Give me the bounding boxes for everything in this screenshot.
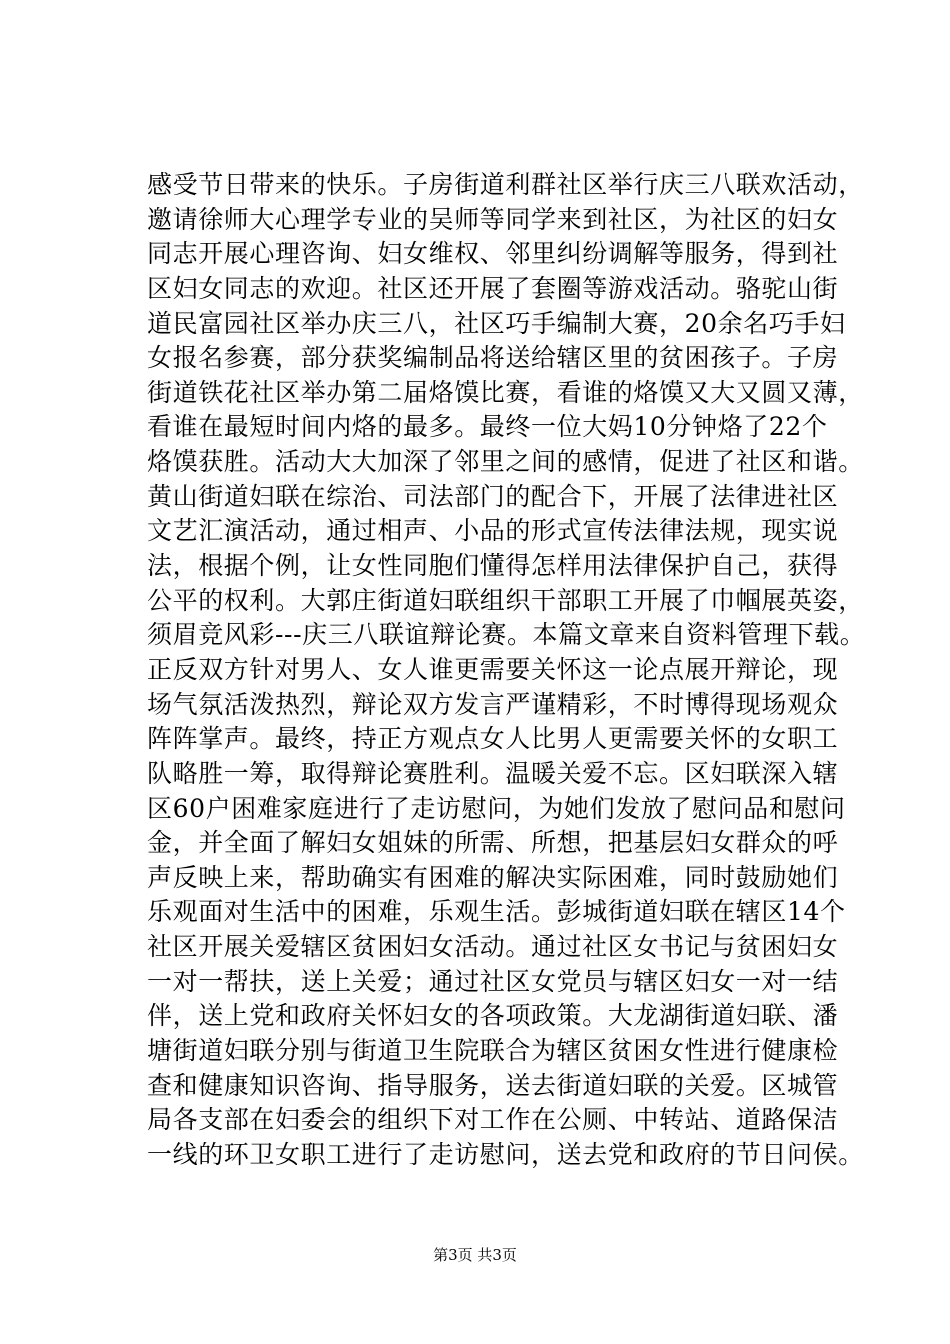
- text-line: 同志开展心理咨询、妇女维权、邻里纠纷调解等服务，得到社: [147, 239, 839, 269]
- text-line: 黄山街道妇联在综治、司法部门的配合下，开展了法律进社区: [147, 481, 839, 511]
- text-line: 须眉竞风彩---庆三八联谊辩论赛。本篇文章来自资料管理下载。: [147, 620, 866, 650]
- text-line: 公平的权利。大郭庄街道妇联组织干部职工开展了巾帼展英姿，: [147, 585, 864, 615]
- text-line: 伴，送上党和政府关怀妇女的各项政策。大龙湖街道妇联、潘: [147, 1001, 839, 1031]
- body-paragraph: [147, 168, 866, 1173]
- text-line: 街道铁花社区举办第二届烙馍比赛，看谁的烙馍又大又圆又薄，: [147, 377, 864, 407]
- text-line: 区妇女同志的欢迎。社区还开展了套圈等游戏活动。骆驼山街: [147, 273, 839, 303]
- text-line: 金，并全面了解妇女姐妹的所需、所想，把基层妇女群众的呼: [147, 828, 839, 858]
- text-line: 阵阵掌声。最终，持正方观点女人比男人更需要关怀的女职工: [147, 724, 839, 754]
- text-line: 乐观面对生活中的困难，乐观生活。彭城街道妇联在辖区14个: [147, 897, 846, 927]
- text-line: 塘街道妇联分别与街道卫生院联合为辖区贫困女性进行健康检: [147, 1036, 839, 1066]
- text-line: 女报名参赛，部分获奖编制品将送给辖区里的贫困孩子。子房: [147, 343, 839, 373]
- text-line: 正反双方针对男人、女人谁更需要关怀这一论点展开辩论，现: [147, 654, 839, 684]
- text-line: 一线的环卫女职工进行了走访慰问，送去党和政府的节日问侯。: [147, 1139, 864, 1169]
- text-line: 邀请徐师大心理学专业的吴师等同学来到社区，为社区的妇女: [147, 204, 839, 234]
- text-line: 看谁在最短时间内烙的最多。最终一位大妈10分钟烙了22个: [147, 412, 828, 442]
- text-line: 法，根据个例，让女性同胞们懂得怎样用法律保护自己，获得: [147, 551, 839, 581]
- text-line: 局各支部在妇委会的组织下对工作在公厕、中转站、道路保洁: [147, 1105, 839, 1135]
- text-line: 道民富园社区举办庆三八，社区巧手编制大赛，20余名巧手妇: [147, 308, 846, 338]
- text-line: 队略胜一筹，取得辩论赛胜利。温暖关爱不忘。区妇联深入辖: [147, 758, 839, 788]
- text-line: 查和健康知识咨询、指导服务，送去街道妇联的关爱。区城管: [147, 1070, 839, 1100]
- text-line: 区60户困难家庭进行了走访慰问，为她们发放了慰问品和慰问: [147, 793, 846, 823]
- text-line: 感受节日带来的快乐。子房街道利群社区举行庆三八联欢活动，: [147, 170, 864, 199]
- page-number-footer: 第3页 共3页: [433, 1246, 517, 1264]
- text-line: 一对一帮扶，送上关爱；通过社区女党员与辖区妇女一对一结: [147, 966, 839, 996]
- text-line: 场气氛活泼热烈，辩论双方发言严谨精彩，不时博得现场观众: [147, 689, 839, 719]
- text-line: 文艺汇演活动，通过相声、小品的形式宣传法律法规，现实说: [147, 516, 839, 546]
- text-line: 社区开展关爱辖区贫困妇女活动。通过社区女书记与贫困妇女: [147, 932, 839, 962]
- text-line: 烙馍获胜。活动大大加深了邻里之间的感情，促进了社区和谐。: [147, 447, 864, 477]
- text-line: 声反映上来，帮助确实有困难的解决实际困难，同时鼓励她们: [147, 862, 839, 892]
